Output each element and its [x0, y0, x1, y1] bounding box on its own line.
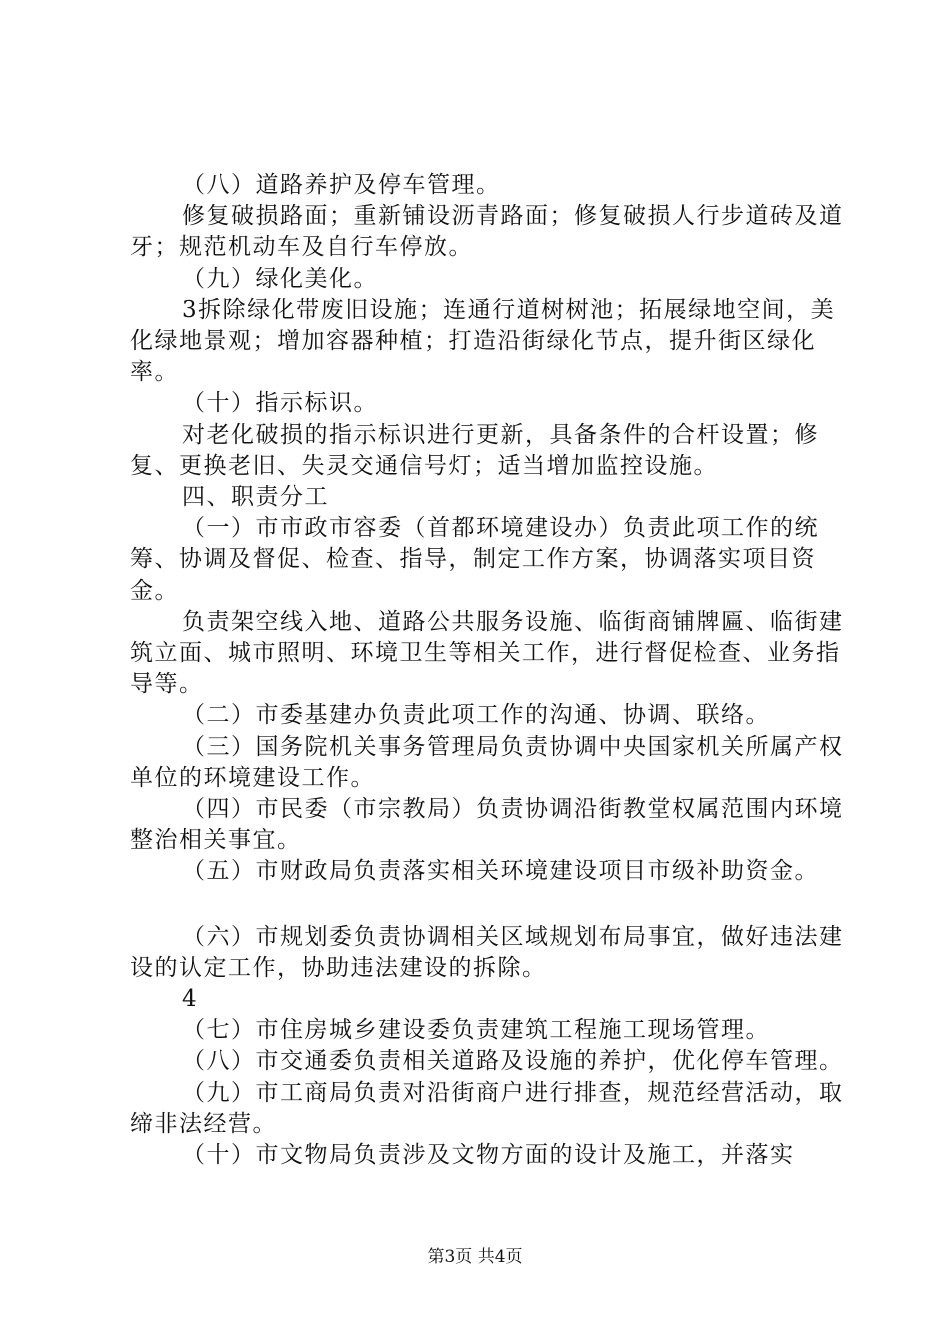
stray-page-number: 4	[182, 986, 199, 1013]
paragraph: （十）市文物局负责涉及文物方面的设计及施工，并落实	[182, 1142, 795, 1169]
paragraph: （一）市市政市容委（首都环境建设办）负责此项工作的统筹、协调及督促、检查、指导，制定工作方案，协调落实项目资金。	[130, 515, 819, 604]
paragraph: 3拆除绿化带废旧设施；连通行道树树池；拓展绿地空间，美化绿地景观；增加容器种植；打造沿街绿化节点，提升街区绿化率。	[130, 296, 836, 386]
paragraph: （十）指示标识。	[182, 390, 378, 417]
paragraph: （三）国务院机关事务管理局负责协调中央国家机关所属产权单位的环境建设工作。	[130, 733, 844, 791]
paragraph: 对老化破损的指示标识进行更新，具备条件的合杆设置；修复、更换老旧、失灵交通信号灯；适当增加监控设施。	[130, 421, 819, 479]
paragraph: （八）道路养护及停车管理。	[182, 172, 501, 198]
paragraph: 负责架空线入地、道路公共服务设施、临街商铺牌匾、临街建筑立面、城市照明、环境卫生等相关工作，进行督促检查、业务指导等。	[130, 608, 844, 698]
paragraph: （九）市工商局负责对沿街商户进行排查，规范经营活动，取缔非法经营。	[130, 1079, 844, 1137]
paragraph: （二）市委基建办负责此项工作的沟通、协调、联络。	[182, 702, 770, 729]
paragraph: 修复破损路面；重新铺设沥青路面；修复破损人行步道砖及道牙；规范机动车及自行车停放。	[130, 203, 844, 261]
paragraph: （六）市规划委负责协调相关区域规划布局事宜，做好违法建设的认定工作，协助违法建设的拆除。	[130, 923, 844, 981]
paragraph: （九）绿化美化。	[182, 265, 378, 292]
paragraph: （四）市民委（市宗教局）负责协调沿街教堂权属范围内环境整治相关事宜。	[130, 796, 844, 854]
paragraph: （五）市财政局负责落实相关环境建设项目市级补助资金。	[182, 858, 819, 885]
document-body	[130, 170, 850, 1171]
page-footer: 第3页 共4页	[427, 1247, 523, 1267]
paragraph: （八）市交通委负责相关道路及设施的养护，优化停车管理。	[182, 1048, 844, 1075]
section-heading: 四、职责分工	[182, 484, 329, 511]
paragraph: （七）市住房城乡建设委负责建筑工程施工现场管理。	[182, 1017, 770, 1044]
